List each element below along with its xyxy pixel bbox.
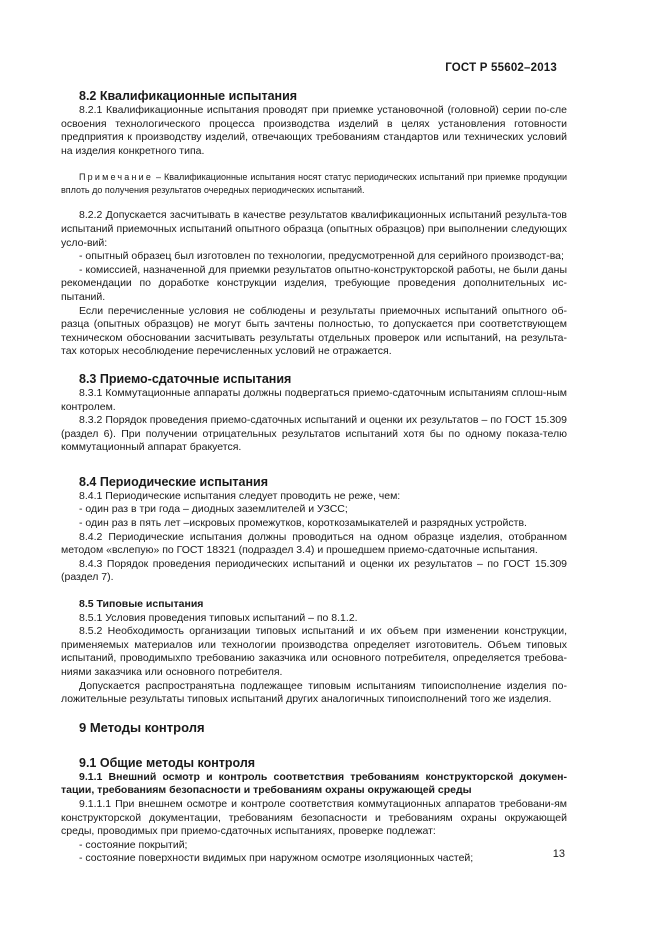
paragraph-8-5-2: 8.5.2 Необходимость организации типовых испытаний и их объем при изменении конструкции, применяемых материалов или технологии производства определяет изготовитель. Объем типовых испытаний, проводимыхпо требованию заказчика или основного потребителя, определяется требова-ниями заказчика или основного потребителя.	[61, 625, 567, 678]
page-number: 13	[552, 848, 565, 860]
document-body	[61, 89, 567, 866]
section-8-3-title: 8.3 Приемо-сдаточные испытания	[79, 371, 292, 386]
paragraph-8-2-1: 8.2.1 Квалификационные испытания проводят при приемке установочной (головной) серии по-сле освоения технологического процесса производства изделий в целях установления готовности предприятия к производству изделий, отвечающих требованиям стандартов или технических условий на изделия конкретного типа.	[61, 104, 567, 157]
list-item-8-4-a: - один раз в три года – диодных заземлителей и УЗСС;	[79, 503, 348, 516]
section-8-2-title: 8.2 Квалификационные испытания	[79, 89, 298, 103]
paragraph-8-3-2: 8.3.2 Порядок проведения приемо-сдаточных испытаний и оценки их результатов – по ГОСТ 15.309 (раздел 6). При получении отрицательных результатов испытаний хотя бы по одному показа-телю коммутационный аппарат бракуется.	[61, 414, 567, 454]
note-8-2	[61, 171, 567, 196]
section-8-5-title: 8.5 Типовые испытания	[79, 598, 204, 611]
list-item-9-a: - состояние покрытий;	[79, 838, 188, 851]
list-item-8-2-a: - опытный образец был изготовлен по технологии, предусмотренной для серийного производст-ва;	[79, 250, 564, 263]
section-8-4-title: 8.4 Периодические испытания	[79, 474, 269, 489]
list-item-8-4-b: - один раз в пять лет –искровых промежутков, короткозамыкателей и разрядных устройств.	[79, 517, 527, 530]
list-item-8-2-b: - комиссией, назначенной для приемки результатов опытно-конструкторской работы, не были даны рекомендации по доработке конструкции изделия, требующие проведения дополнительных ис-пытаний.	[61, 263, 567, 303]
section-9-1-title: 9.1 Общие методы контроля	[79, 755, 256, 770]
paragraph-8-4-2: 8.4.2 Периодические испытания должны проводиться на одном образце изделия, отобранном методом «вслепую» по ГОСТ 18321 (подраздел 3.4) и прошедшем приемо-сдаточные испытания.	[61, 530, 567, 557]
paragraph-8-5-3: Допускается распространятьна подлежащее типовым испытаниям типоисполнение изделия по-ложительные результаты типовых испытаний других аналогичных типоисполнений того же изделия.	[61, 679, 567, 706]
list-item-9-b: - состояние поверхности видимых при наружном осмотре изоляционных частей;	[79, 852, 474, 865]
paragraph-8-4-1: 8.4.1 Периодические испытания следует проводить не реже, чем:	[79, 489, 401, 502]
paragraph-9-1-1: 9.1.1 Внешний осмотр и контроль соответствия требованиям конструкторской докумен-тации, требованиям безопасности и требованиям охраны окружающей среды	[61, 770, 567, 797]
paragraph-8-2-2: 8.2.2 Допускается засчитывать в качестве результатов квалификационных испытаний результа-тов испытаний приемочных испытаний опытного образца (опытных образцов) при выполнении следующих усло-вий:	[61, 209, 567, 249]
note-text: – Квалификационные испытания носят статус периодических испытаний при приемке продукции вплоть до получения результатов очередных периодических испытаний.	[61, 172, 567, 195]
paragraph-9-1-1-1: 9.1.1.1 При внешнем осмотре и контроле соответствия коммутационных аппаратов требовани-ям конструкторской документации, требованиям безопасности и требованиям охраны окружающей среды, проводимых при приемо-сдаточных испытаниях, проверке подлежат:	[61, 797, 567, 838]
section-9-title: 9 Методы контроля	[79, 719, 205, 735]
paragraph-8-5-1: 8.5.1 Условия проведения типовых испытаний – по 8.1.2.	[79, 611, 358, 624]
document-code-header: ГОСТ Р 55602–2013	[445, 62, 557, 74]
note-label: Примечание	[79, 172, 154, 183]
paragraph-8-4-3: 8.4.3 Порядок проведения периодических испытаний и оценки их результатов – по ГОСТ 15.309 (раздел 7).	[61, 557, 567, 584]
paragraph-8-2-3: Если перечисленные условия не соблюдены и результаты приемочных испытаний опытного об-разца (опытных образцов) не могут быть зачтены полностью, то допускается при соответствующем техническом обосновании засчитывать результаты отдельных проверок или испытаний, на результа-тах которых несоблюдение перечисленных условий не отражается.	[61, 304, 567, 358]
paragraph-8-3-1: 8.3.1 Коммутационные аппараты должны подвергаться приемо-сдаточным испытаниям сплош-ным контролем.	[61, 386, 567, 413]
